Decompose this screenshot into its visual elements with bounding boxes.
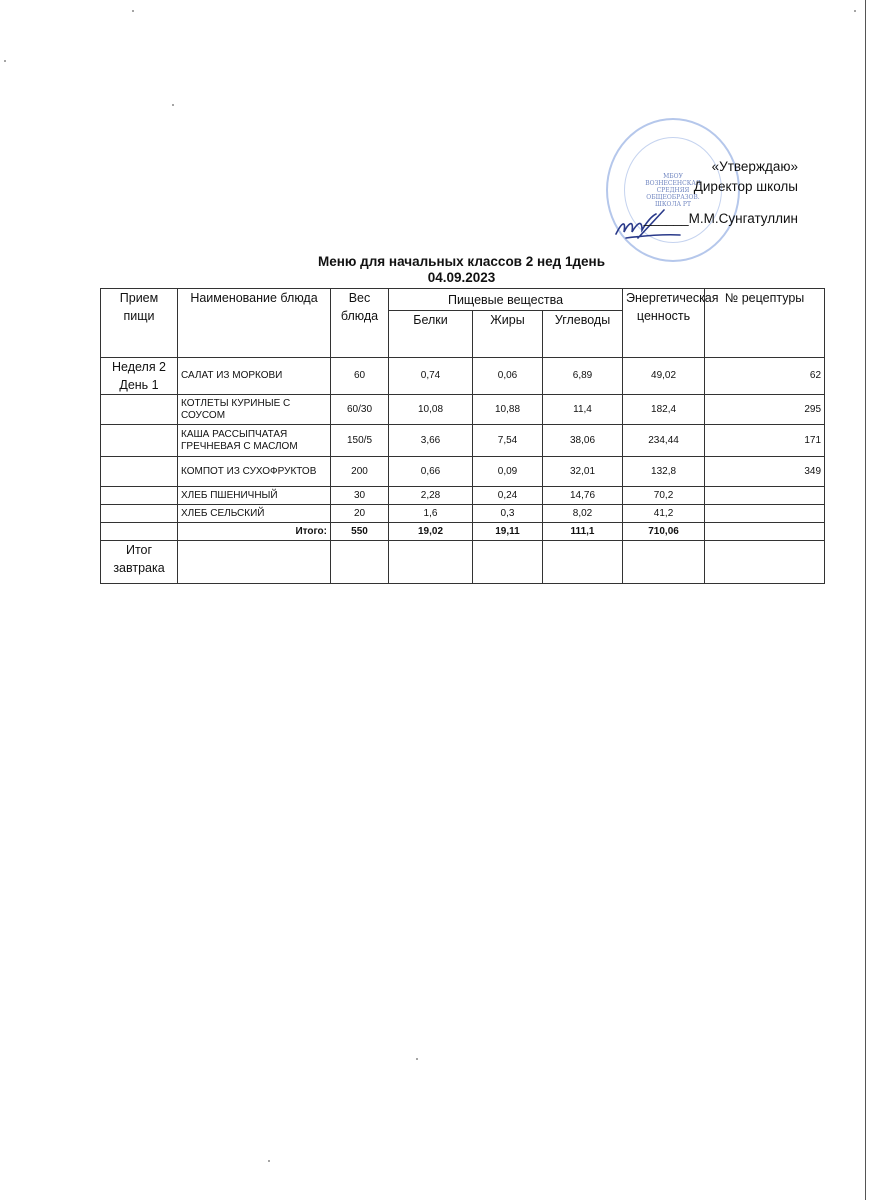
scan-speck <box>416 1058 418 1060</box>
dish-name: САЛАТ ИЗ МОРКОВИ <box>178 358 331 395</box>
footer-row <box>101 541 825 584</box>
header-weight: Вес блюда <box>331 289 389 358</box>
empty-cell <box>705 541 825 584</box>
stamp-line: МБОУ <box>663 172 683 180</box>
header-energy: Энергетическая ценность <box>623 289 705 358</box>
meal-cell <box>101 457 178 487</box>
menu-table <box>100 288 825 584</box>
menu-date: 04.09.2023 <box>427 270 496 285</box>
empty-cell <box>178 541 331 584</box>
header-dish: Наименование блюда <box>178 289 331 358</box>
dish-name: КАША РАССЫПЧАТАЯ ГРЕЧНЕВАЯ С МАСЛОМ <box>178 425 331 457</box>
total-label: Итого: <box>178 523 331 541</box>
dish-energy: 234,44 <box>623 425 705 457</box>
dish-weight: 150/5 <box>331 425 389 457</box>
header-fat: Жиры <box>473 311 543 358</box>
total-carbs: 111,1 <box>543 523 623 541</box>
header-carbs: Углеводы <box>543 311 623 358</box>
dish-recipe: 349 <box>705 457 825 487</box>
dish-energy: 182,4 <box>623 395 705 425</box>
dish-recipe: 171 <box>705 425 825 457</box>
dish-protein: 10,08 <box>389 395 473 425</box>
empty-cell <box>473 541 543 584</box>
meal-cell <box>101 425 178 457</box>
header-meal: Прием пищи <box>101 289 178 358</box>
dish-recipe <box>705 505 825 523</box>
empty-cell <box>623 541 705 584</box>
dish-name: ХЛЕБ СЕЛЬСКИЙ <box>178 505 331 523</box>
menu-table-body <box>101 358 825 584</box>
table-row <box>101 425 825 457</box>
dish-protein: 3,66 <box>389 425 473 457</box>
dish-carbs: 38,06 <box>543 425 623 457</box>
table-row <box>101 487 825 505</box>
total-meal-cell <box>101 523 178 541</box>
dish-weight: 60 <box>331 358 389 395</box>
dish-fat: 10,88 <box>473 395 543 425</box>
director-name: М.М.Сунгатуллин <box>688 211 798 226</box>
dish-recipe: 295 <box>705 395 825 425</box>
menu-title-text: Меню для начальных классов 2 нед 1день <box>317 254 606 269</box>
dish-fat: 0,24 <box>473 487 543 505</box>
table-row <box>101 505 825 523</box>
header-protein: Белки <box>389 311 473 358</box>
dish-protein: 0,66 <box>389 457 473 487</box>
dish-energy: 132,8 <box>623 457 705 487</box>
dish-fat: 0,3 <box>473 505 543 523</box>
meal-cell: Неделя 2 День 1 <box>101 358 178 395</box>
dish-name: ХЛЕБ ПШЕНИЧНЫЙ <box>178 487 331 505</box>
meal-cell <box>101 395 178 425</box>
dish-fat: 0,06 <box>473 358 543 395</box>
dish-name: КОМПОТ ИЗ СУХОФРУКТОВ <box>178 457 331 487</box>
dish-protein: 2,28 <box>389 487 473 505</box>
scan-speck <box>132 10 134 12</box>
table-row <box>101 457 825 487</box>
table-row <box>101 395 825 425</box>
table-row <box>101 358 825 395</box>
total-energy: 710,06 <box>623 523 705 541</box>
dish-recipe: 62 <box>705 358 825 395</box>
stamp-line: ОБЩЕОБРАЗОВ. <box>646 193 700 201</box>
empty-cell <box>389 541 473 584</box>
dish-energy: 70,2 <box>623 487 705 505</box>
stamp-line: СРЕДНЯЯ <box>656 186 690 194</box>
dish-weight: 20 <box>331 505 389 523</box>
stamp-line: ШКОЛА РТ <box>655 200 691 208</box>
dish-weight: 60/30 <box>331 395 389 425</box>
scan-speck <box>268 1160 270 1162</box>
dish-recipe <box>705 487 825 505</box>
dish-carbs: 32,01 <box>543 457 623 487</box>
total-row <box>101 523 825 541</box>
dish-weight: 200 <box>331 457 389 487</box>
dish-carbs: 14,76 <box>543 487 623 505</box>
total-fat: 19,11 <box>473 523 543 541</box>
dish-carbs: 11,4 <box>543 395 623 425</box>
total-weight: 550 <box>331 523 389 541</box>
header-recipe: № рецептуры <box>705 289 825 358</box>
dish-protein: 1,6 <box>389 505 473 523</box>
scan-speck <box>854 10 856 12</box>
header-nutrients: Пищевые вещества <box>389 289 623 311</box>
menu-title <box>100 254 823 286</box>
footer-label: Итог завтрака <box>101 541 178 584</box>
total-protein: 19,02 <box>389 523 473 541</box>
dish-weight: 30 <box>331 487 389 505</box>
dish-energy: 41,2 <box>623 505 705 523</box>
dish-name: КОТЛЕТЫ КУРИНЫЕ С СОУСОМ <box>178 395 331 425</box>
approval-signature-line: ______М.М.Сунгатуллин <box>643 211 798 226</box>
stamp-line: ВОЗНЕСЕНСКАЯ <box>645 179 701 187</box>
dish-energy: 49,02 <box>623 358 705 395</box>
meal-cell <box>101 487 178 505</box>
total-recipe <box>705 523 825 541</box>
dish-fat: 0,09 <box>473 457 543 487</box>
approval-block <box>644 157 798 229</box>
dish-carbs: 8,02 <box>543 505 623 523</box>
scan-edge-line <box>865 0 866 1200</box>
dish-fat: 7,54 <box>473 425 543 457</box>
meal-cell <box>101 505 178 523</box>
scan-speck <box>172 104 174 106</box>
dish-protein: 0,74 <box>389 358 473 395</box>
approval-position: Директор школы <box>693 179 798 194</box>
empty-cell <box>543 541 623 584</box>
empty-cell <box>331 541 389 584</box>
scan-speck <box>4 60 6 62</box>
dish-carbs: 6,89 <box>543 358 623 395</box>
approval-title: «Утверждаю» <box>711 159 798 174</box>
